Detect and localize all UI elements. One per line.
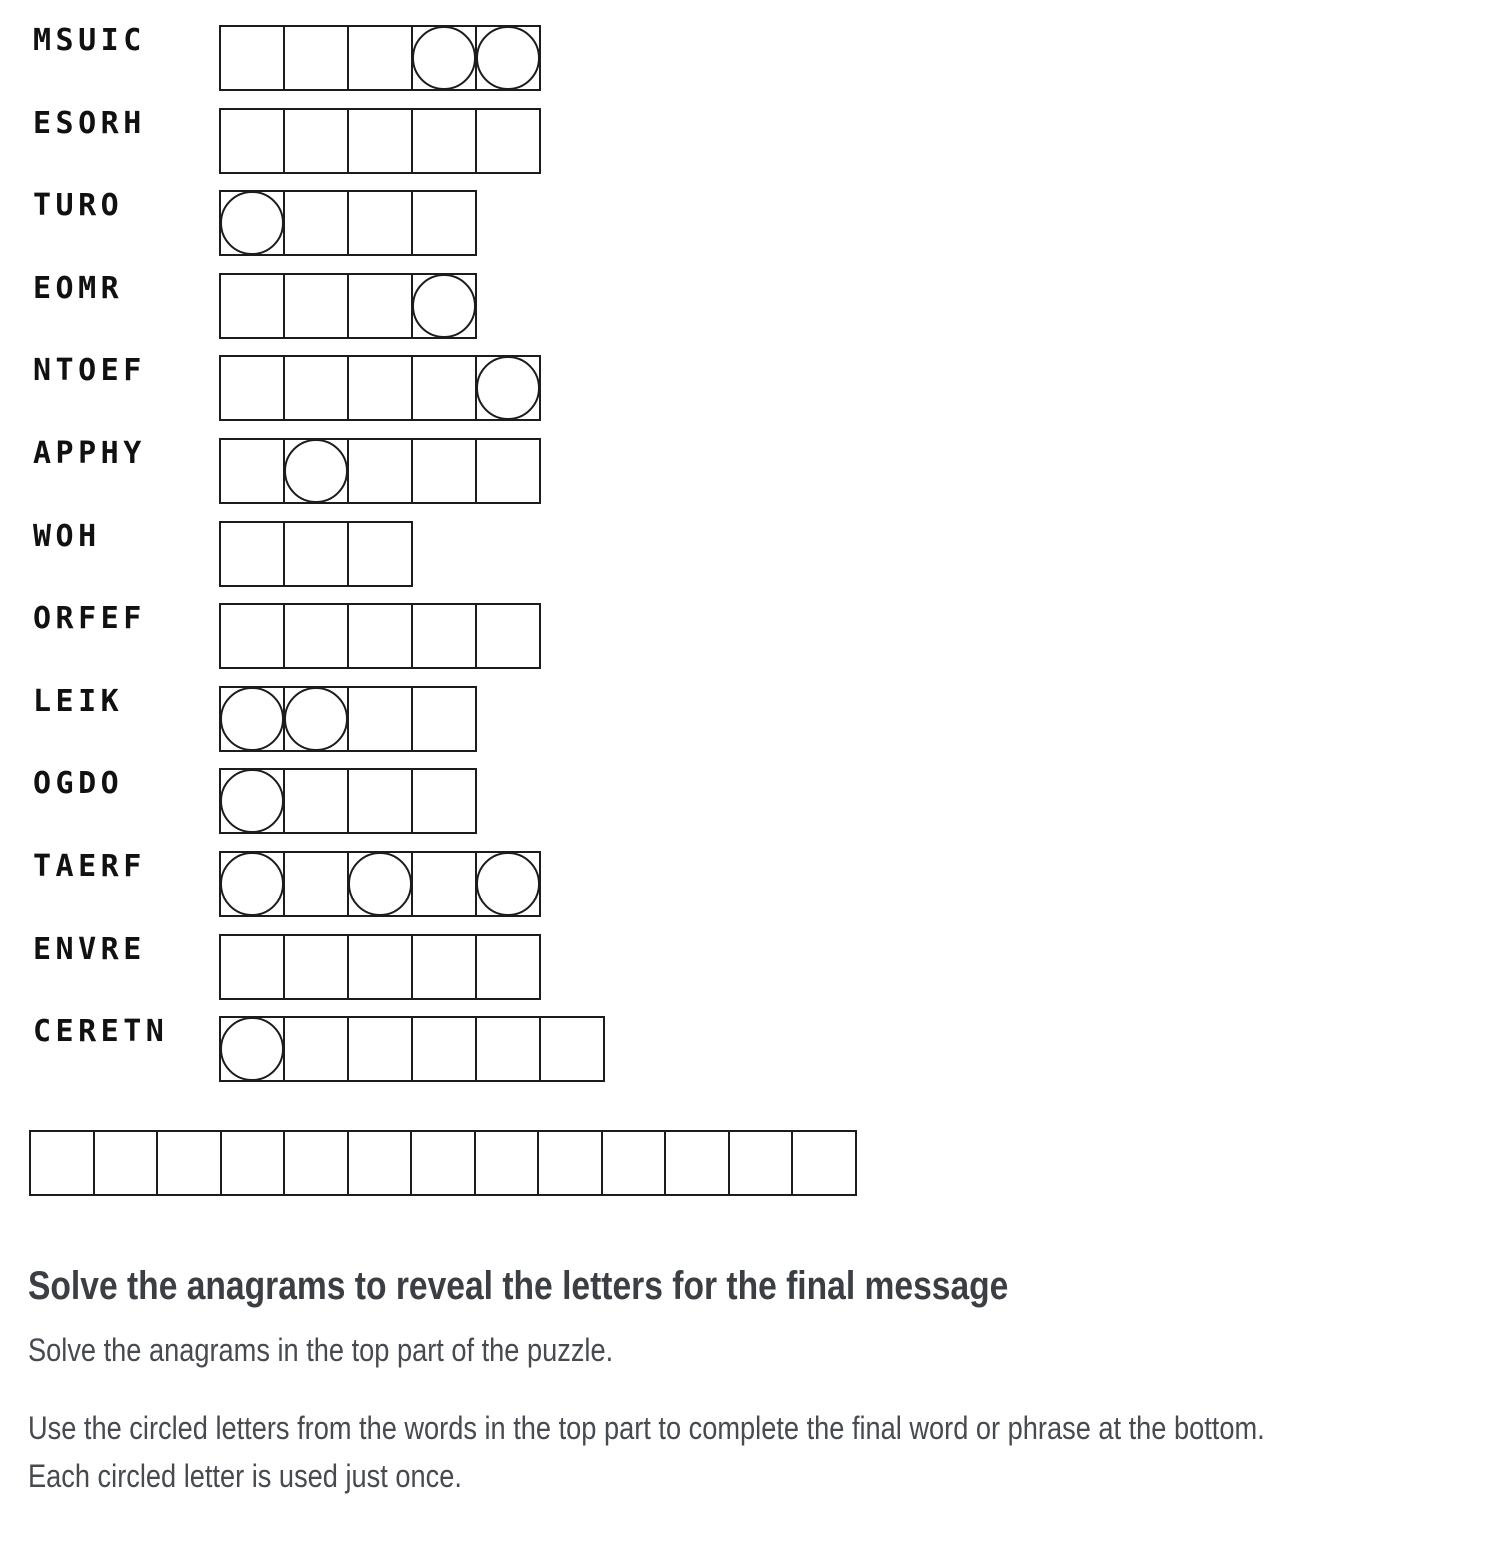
letter-cell[interactable] — [219, 355, 285, 421]
letter-cell[interactable] — [283, 438, 349, 504]
anagram-row — [33, 105, 1497, 174]
letter-cell[interactable] — [283, 355, 349, 421]
letter-cell[interactable] — [347, 686, 413, 752]
final-letter-cell[interactable] — [283, 1130, 349, 1196]
final-letter-cell[interactable] — [220, 1130, 286, 1196]
final-letter-cell[interactable] — [728, 1130, 794, 1196]
circle-marker — [476, 26, 540, 90]
letter-cell[interactable] — [411, 25, 477, 91]
anagram-label: LEIK — [33, 683, 124, 719]
anagram-row — [33, 1016, 1497, 1082]
anagram-row — [33, 768, 1497, 834]
anagram-row — [33, 683, 1497, 752]
letter-cell[interactable] — [347, 934, 413, 1000]
anagram-row — [33, 270, 1497, 339]
letter-cell[interactable] — [475, 851, 541, 917]
letter-cell[interactable] — [219, 851, 285, 917]
letter-cell[interactable] — [347, 851, 413, 917]
letter-cell[interactable] — [219, 108, 285, 174]
final-letter-cell[interactable] — [474, 1130, 540, 1196]
letter-cell[interactable] — [411, 1016, 477, 1082]
anagram-label: WOH — [33, 518, 101, 554]
letter-cell[interactable] — [347, 25, 413, 91]
anagram-label: TAERF — [33, 848, 146, 884]
letter-cell[interactable] — [219, 273, 285, 339]
letter-cell[interactable] — [411, 768, 477, 834]
final-letter-cell[interactable] — [29, 1130, 95, 1196]
letter-cell[interactable] — [283, 25, 349, 91]
anagram-label: EOMR — [33, 270, 124, 306]
anagram-label: ORFEF — [33, 601, 146, 637]
anagram-rows — [33, 25, 1497, 1082]
anagram-label: CERETN — [33, 1014, 169, 1050]
final-letter-cell[interactable] — [410, 1130, 476, 1196]
letter-cell[interactable] — [475, 934, 541, 1000]
letter-cell[interactable] — [539, 1016, 605, 1082]
circle-marker — [220, 769, 284, 833]
anagram-row — [33, 931, 1497, 1000]
circle-marker — [412, 274, 476, 338]
circle-marker — [476, 356, 540, 420]
anagram-row — [33, 435, 1497, 504]
final-letter-cell[interactable] — [791, 1130, 857, 1196]
letter-cells — [219, 108, 541, 174]
circle-marker — [220, 191, 284, 255]
final-answer-row — [29, 1130, 1497, 1196]
circle-marker — [476, 852, 540, 916]
anagram-label: MSUIC — [33, 23, 146, 58]
letter-cell[interactable] — [475, 438, 541, 504]
letter-cell[interactable] — [219, 686, 285, 752]
letter-cell[interactable] — [347, 355, 413, 421]
letter-cell[interactable] — [347, 1016, 413, 1082]
letter-cell[interactable] — [411, 686, 477, 752]
circle-marker — [220, 687, 284, 751]
letter-cell[interactable] — [347, 108, 413, 174]
anagram-row — [33, 518, 1497, 587]
letter-cell[interactable] — [347, 273, 413, 339]
circle-marker — [284, 687, 348, 751]
letter-cell[interactable] — [347, 438, 413, 504]
letter-cell[interactable] — [219, 1016, 285, 1082]
letter-cell[interactable] — [347, 603, 413, 669]
instructions-paragraph-1: Solve the anagrams in the top part of the puzzle. — [28, 1332, 614, 1369]
letter-cell[interactable] — [411, 273, 477, 339]
letter-cell[interactable] — [411, 438, 477, 504]
final-letter-cell[interactable] — [156, 1130, 222, 1196]
letter-cell[interactable] — [283, 934, 349, 1000]
anagram-row — [33, 355, 1497, 421]
letter-cells — [219, 851, 541, 917]
letter-cell[interactable] — [475, 355, 541, 421]
instructions-paragraph-2-line-1: Use the circled letters from the words in the top part to complete the final word or phrase at the bottom. — [28, 1410, 1265, 1447]
anagram-label: NTOEF — [33, 353, 146, 389]
letter-cells — [219, 768, 477, 834]
letter-cells — [219, 521, 413, 587]
letter-cell[interactable] — [283, 851, 349, 917]
circle-marker — [220, 852, 284, 916]
letter-cell[interactable] — [283, 521, 349, 587]
letter-cells — [219, 603, 541, 669]
letter-cells — [219, 190, 477, 256]
letter-cell[interactable] — [219, 190, 285, 256]
letter-cell[interactable] — [347, 190, 413, 256]
final-letter-cell[interactable] — [601, 1130, 667, 1196]
instructions-paragraph-2-line-2: Each circled letter is used just once. — [28, 1458, 462, 1495]
letter-cell[interactable] — [219, 25, 285, 91]
letter-cells — [219, 1016, 605, 1082]
circle-marker — [220, 1017, 284, 1081]
letter-cell[interactable] — [475, 108, 541, 174]
anagram-label: TURO — [33, 188, 124, 224]
letter-cell[interactable] — [283, 273, 349, 339]
instructions-paragraph-2 — [28, 1404, 1277, 1500]
anagram-row — [33, 190, 1497, 256]
letter-cell[interactable] — [475, 603, 541, 669]
letter-cell[interactable] — [283, 1016, 349, 1082]
letter-cell[interactable] — [411, 190, 477, 256]
letter-cell[interactable] — [347, 768, 413, 834]
anagram-label: APPHY — [33, 435, 146, 471]
letter-cell[interactable] — [219, 768, 285, 834]
letter-cell[interactable] — [475, 25, 541, 91]
letter-cell[interactable] — [283, 768, 349, 834]
letter-cell[interactable] — [411, 355, 477, 421]
anagram-label: OGDO — [33, 766, 124, 802]
letter-cells — [219, 25, 541, 91]
circle-marker — [412, 26, 476, 90]
letter-cells — [219, 273, 477, 339]
final-letter-cell[interactable] — [537, 1130, 603, 1196]
letter-cell[interactable] — [411, 108, 477, 174]
letter-cell[interactable] — [475, 1016, 541, 1082]
letter-cell[interactable] — [411, 851, 477, 917]
anagram-row — [33, 25, 1497, 91]
instructions-heading: Solve the anagrams to reveal the letters for the final message — [28, 1264, 1009, 1309]
letter-cell[interactable] — [283, 108, 349, 174]
letter-cell[interactable] — [219, 934, 285, 1000]
circle-marker — [348, 852, 412, 916]
letter-cell[interactable] — [411, 603, 477, 669]
letter-cells — [219, 934, 541, 1000]
letter-cell[interactable] — [219, 438, 285, 504]
anagram-row — [33, 603, 1497, 669]
instructions-section — [0, 1262, 1497, 1500]
letter-cell[interactable] — [283, 686, 349, 752]
anagram-label: ESORH — [33, 105, 146, 141]
letter-cells — [219, 438, 541, 504]
letter-cells — [219, 686, 477, 752]
final-letter-cell[interactable] — [664, 1130, 730, 1196]
final-letter-cell[interactable] — [347, 1130, 413, 1196]
anagram-row — [33, 848, 1497, 917]
letter-cell[interactable] — [219, 603, 285, 669]
letter-cell[interactable] — [283, 603, 349, 669]
letter-cell[interactable] — [411, 934, 477, 1000]
letter-cell[interactable] — [219, 521, 285, 587]
anagram-label: ENVRE — [33, 931, 146, 967]
circle-marker — [284, 439, 348, 503]
letter-cell[interactable] — [347, 521, 413, 587]
letter-cells — [219, 355, 541, 421]
final-letter-cell[interactable] — [93, 1130, 159, 1196]
letter-cell[interactable] — [283, 190, 349, 256]
